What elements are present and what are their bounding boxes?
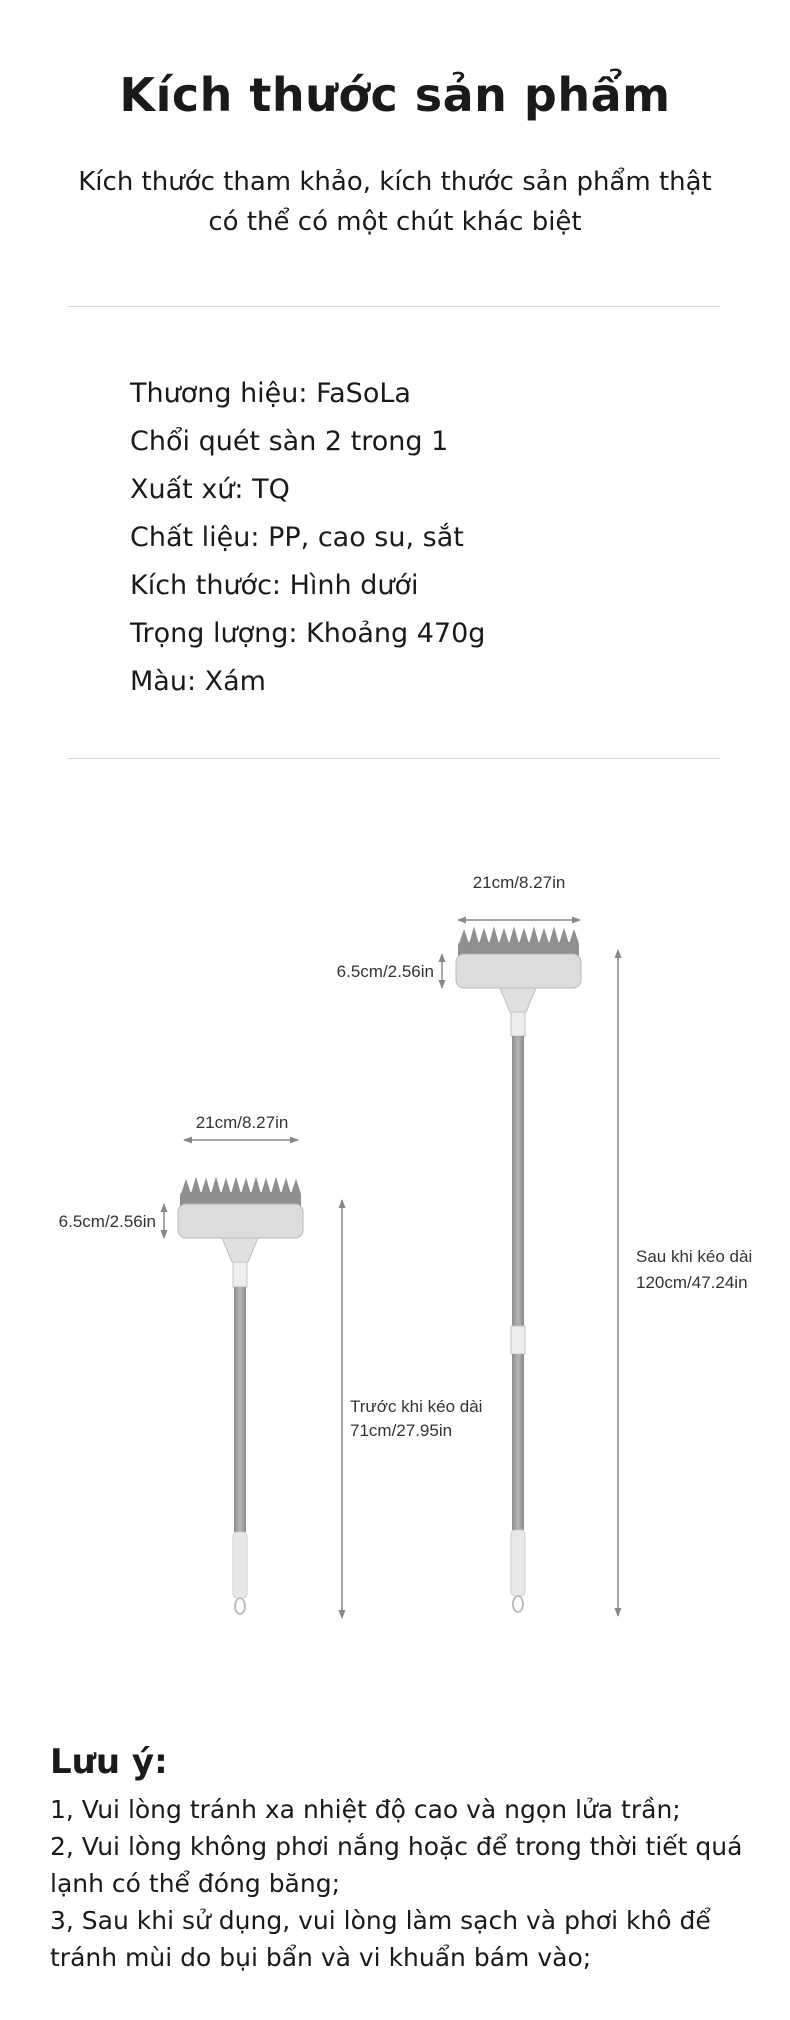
spec-weight: Trọng lượng: Khoảng 470g [130, 618, 486, 649]
long-length-value: 120cm/47.24in [636, 1273, 748, 1292]
spec-material: Chất liệu: PP, cao su, sắt [130, 522, 464, 553]
long-brush-neck [500, 988, 536, 1012]
note-heading: Lưu ý: [50, 1742, 168, 1782]
short-length-value: 71cm/27.95in [350, 1421, 453, 1440]
long-brush-head [456, 954, 581, 988]
long-brush-upper-pole [512, 1036, 524, 1326]
spec-origin: Xuất xứ: TQ [130, 474, 290, 505]
long-brush-grip [511, 1530, 525, 1596]
note-item-weather: 2, Vui lòng không phơi nắng hoặc để trong thời tiết quá lạnh có thể đóng băng; [50, 1832, 743, 1898]
dimension-diagram-svg [0, 830, 790, 1690]
spec-list [130, 370, 485, 706]
long-brush-lower-pole [512, 1354, 524, 1530]
subtitle-line-1: Kích thước tham khảo, kích thước sản phẩm thật [78, 167, 712, 197]
spec-size: Kích thước: Hình dưới [130, 570, 419, 601]
short-width-label: 21cm/8.27in [195, 1113, 289, 1132]
long-height-label: 6.5cm/2.56in [336, 962, 434, 981]
page-title: Kích thước sản phẩm [119, 68, 671, 122]
short-brush-neck [222, 1238, 258, 1262]
subtitle-line-2: có thể có một chút khác biệt [208, 207, 582, 237]
long-brush-hang-hole [513, 1596, 523, 1612]
top-divider [68, 306, 720, 307]
page-subtitle [50, 162, 740, 242]
long-length-caption: Sau khi kéo dài [636, 1247, 753, 1266]
long-width-label: 21cm/8.27in [472, 873, 566, 892]
short-length-caption: Trước khi kéo dài [350, 1397, 483, 1416]
short-brush-head [178, 1204, 303, 1238]
note-item-heat: 1, Vui lòng tránh xa nhiệt độ cao và ngọn lửa trần; [50, 1795, 681, 1824]
short-brush [59, 1113, 483, 1618]
spec-brand: Thương hiệu: FaSoLa [130, 378, 411, 409]
spec-color: Màu: Xám [130, 666, 266, 697]
spec-product-type: Chổi quét sàn 2 trong 1 [130, 426, 449, 457]
note-item-cleaning: 3, Sau khi sử dụng, vui lòng làm sạch và phơi khô để tránh mùi do bụi bẩn và vi khuẩn bám vào; [50, 1906, 711, 1972]
short-brush-grip [233, 1532, 247, 1598]
dimension-diagram [0, 830, 790, 1690]
note-list [50, 1791, 750, 1976]
short-brush-pole [234, 1287, 246, 1532]
bottom-divider [68, 758, 720, 759]
short-height-label: 6.5cm/2.56in [58, 1212, 156, 1231]
short-brush-hang-hole [235, 1598, 245, 1614]
long-brush-collar [511, 1012, 525, 1036]
long-brush-joint [511, 1326, 525, 1354]
short-brush-collar [233, 1262, 247, 1287]
long-brush [337, 873, 753, 1616]
